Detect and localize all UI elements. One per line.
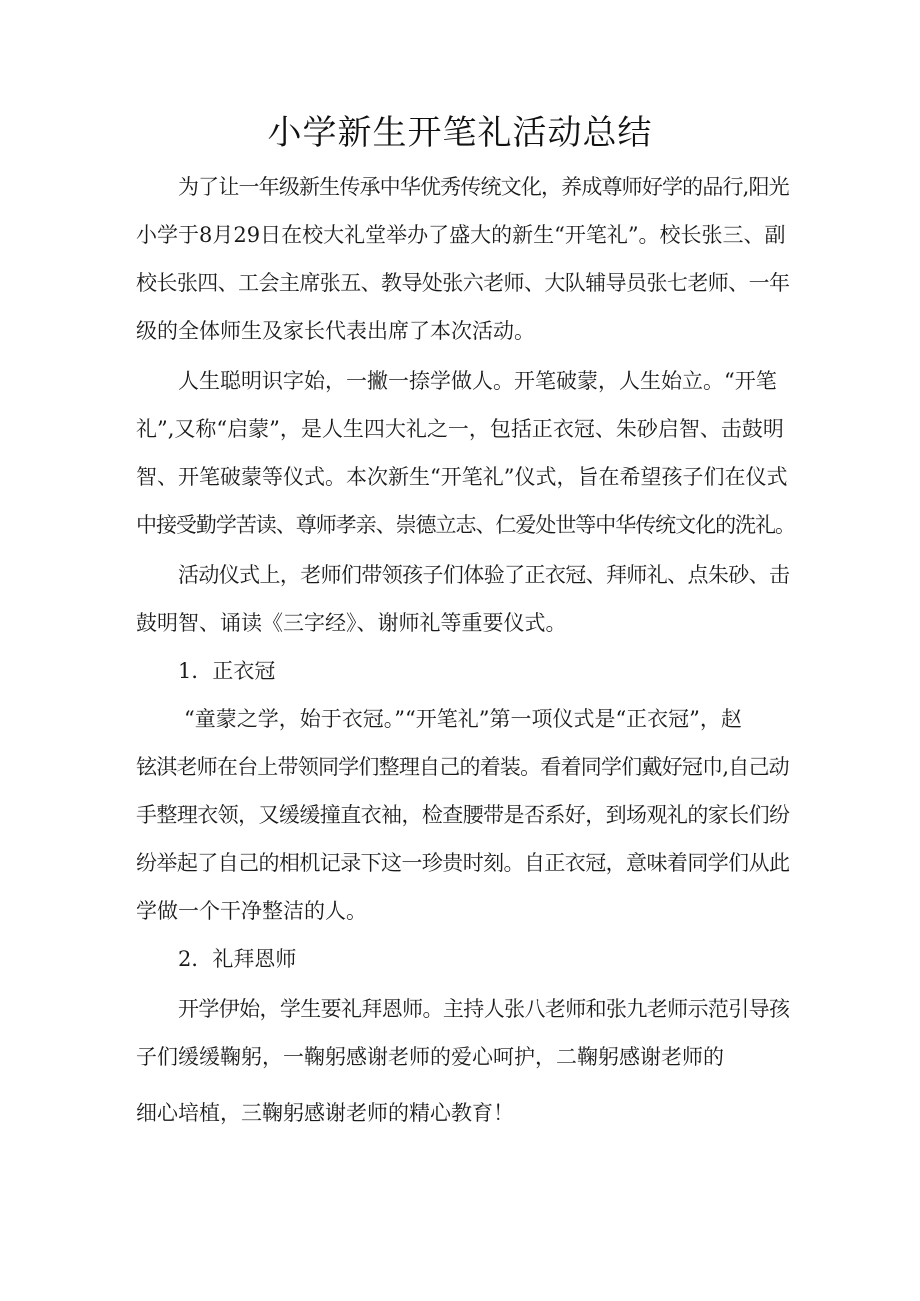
body-line: 手整理衣领，又缓缓撞直衣袖，检查腰带是否系好，到场观礼的家长们纷: [136, 803, 790, 827]
body-line: 级的全体师生及家长代表出席了本次活动。: [136, 319, 535, 343]
body-line: 学做一个干净整洁的人。: [136, 899, 367, 923]
body-line: “童蒙之学，始于衣冠。”“开笔礼”第一项仪式是“正衣冠”，赵: [184, 707, 742, 731]
body-line: 小学于8月29日在校大礼堂举办了盛大的新生“开笔礼”。校长张三、副: [136, 223, 786, 247]
section-heading: 1．正衣冠: [178, 659, 276, 683]
body-line: 铉淇老师在台上带领同学们整理自己的着装。看着同学们戴好冠巾,自己动: [136, 755, 789, 779]
body-line: 中接受勤学苦读、尊师孝亲、崇德立志、仁爱处世等中华传统文化的洗礼。: [136, 513, 795, 537]
body-line: 校长张四、工会主席张五、教导处张六老师、大队辅导员张七老师、一年: [136, 271, 790, 295]
body-line: 人生聪明识字始，一撇一捺学做人。开笔破蒙，人生始立。“开笔: [178, 369, 777, 393]
body-line: 子们缓缓鞠躬，一鞠躬感谢老师的爱心呵护，二鞠躬感谢老师的: [136, 1045, 724, 1069]
body-line: 纷举起了自己的相机记录下这一珍贵时刻。自正衣冠，意味着同学们从此: [136, 851, 790, 875]
body-line: 鼓明智、诵读《三字经》、谢师礼等重要仪式。: [136, 611, 567, 635]
section-heading: 2．礼拜恩师: [178, 947, 297, 971]
body-line: 智、开笔破蒙等仪式。本次新生“开笔礼”仪式，旨在希望孩子们在仪式: [136, 465, 788, 489]
body-line: 开学伊始，学生要礼拜恩师。主持人张八老师和张九老师示范引导孩: [178, 997, 790, 1021]
body-line: 为了让一年级新生传承中华优秀传统文化，养成尊师好学的品行,阳光: [178, 175, 789, 199]
document-title: 小学新生开笔礼活动总结: [267, 113, 653, 153]
body-line: 礼”,又称“启蒙”，是人生四大礼之一，包括正衣冠、朱砂启智、击鼓明: [136, 417, 784, 441]
body-line: 活动仪式上，老师们带领孩子们体验了正衣冠、拜师礼、点朱砂、击: [178, 563, 790, 587]
body-line: 细心培植，三鞠躬感谢老师的精心教育！: [136, 1101, 514, 1125]
